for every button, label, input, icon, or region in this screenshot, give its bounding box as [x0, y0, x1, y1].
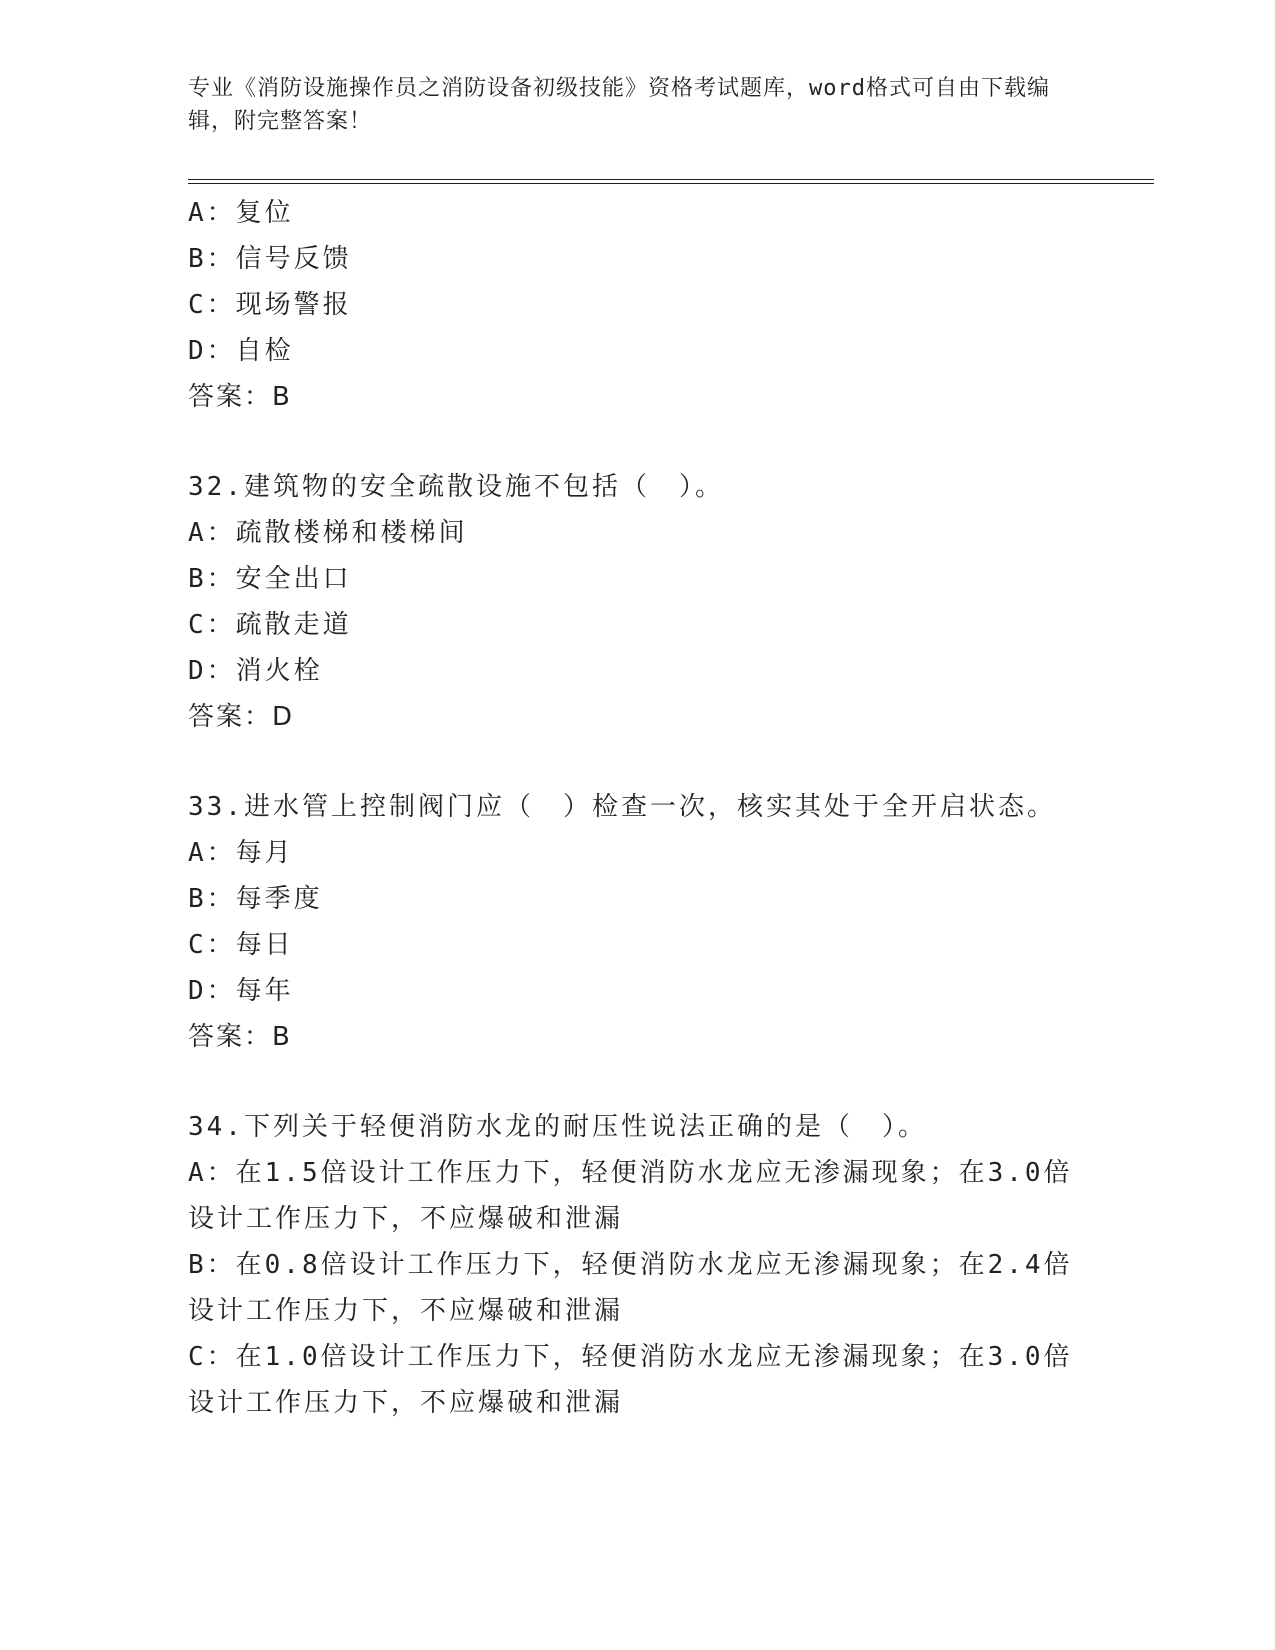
option-b: B：安全出口 — [188, 564, 352, 594]
spacer — [188, 420, 1088, 464]
question-34 — [188, 1104, 1088, 1426]
option-d: D：每年 — [188, 976, 294, 1006]
option-a: A：每月 — [188, 838, 294, 868]
option-b: B：信号反馈 — [188, 244, 352, 274]
question-31 — [188, 190, 1088, 420]
option-a: A：疏散楼梯和楼梯间 — [188, 518, 468, 548]
question-stem: 33.进水管上控制阀门应（ ）检查一次，核实其处于全开启状态。 — [188, 792, 1056, 822]
option-b: B：每季度 — [188, 884, 323, 914]
option-c: C：在1.0倍设计工作压力下，轻便消防水龙应无渗漏现象；在3.0倍设计工作压力下，不应爆破和泄漏 — [188, 1342, 1073, 1418]
option-d: D：自检 — [188, 336, 294, 366]
question-list — [188, 190, 1088, 1426]
answer: 答案：D — [188, 702, 295, 732]
option-c: C：现场警报 — [188, 290, 352, 320]
question-32 — [188, 464, 1088, 740]
option-b: B：在0.8倍设计工作压力下，轻便消防水龙应无渗漏现象；在2.4倍设计工作压力下，不应爆破和泄漏 — [188, 1250, 1073, 1326]
spacer — [188, 1060, 1088, 1104]
answer: 答案：B — [188, 1022, 292, 1052]
option-c: C：疏散走道 — [188, 610, 352, 640]
option-d: D：消火栓 — [188, 656, 323, 686]
option-c: C：每日 — [188, 930, 294, 960]
header-divider-bottom — [188, 183, 1154, 184]
question-stem: 34.下列关于轻便消防水龙的耐压性说法正确的是（ ）。 — [188, 1112, 927, 1142]
header-divider-top — [188, 179, 1154, 180]
document-header: 专业《消防设施操作员之消防设备初级技能》资格考试题库，word格式可自由下载编辑，附完整答案！ — [188, 76, 1050, 134]
spacer — [188, 740, 1088, 784]
question-stem: 32.建筑物的安全疏散设施不包括（ ）。 — [188, 472, 724, 502]
option-a: A：复位 — [188, 198, 294, 228]
answer: 答案：B — [188, 382, 292, 412]
option-a: A：在1.5倍设计工作压力下，轻便消防水龙应无渗漏现象；在3.0倍设计工作压力下，不应爆破和泄漏 — [188, 1158, 1073, 1234]
question-33 — [188, 784, 1088, 1060]
